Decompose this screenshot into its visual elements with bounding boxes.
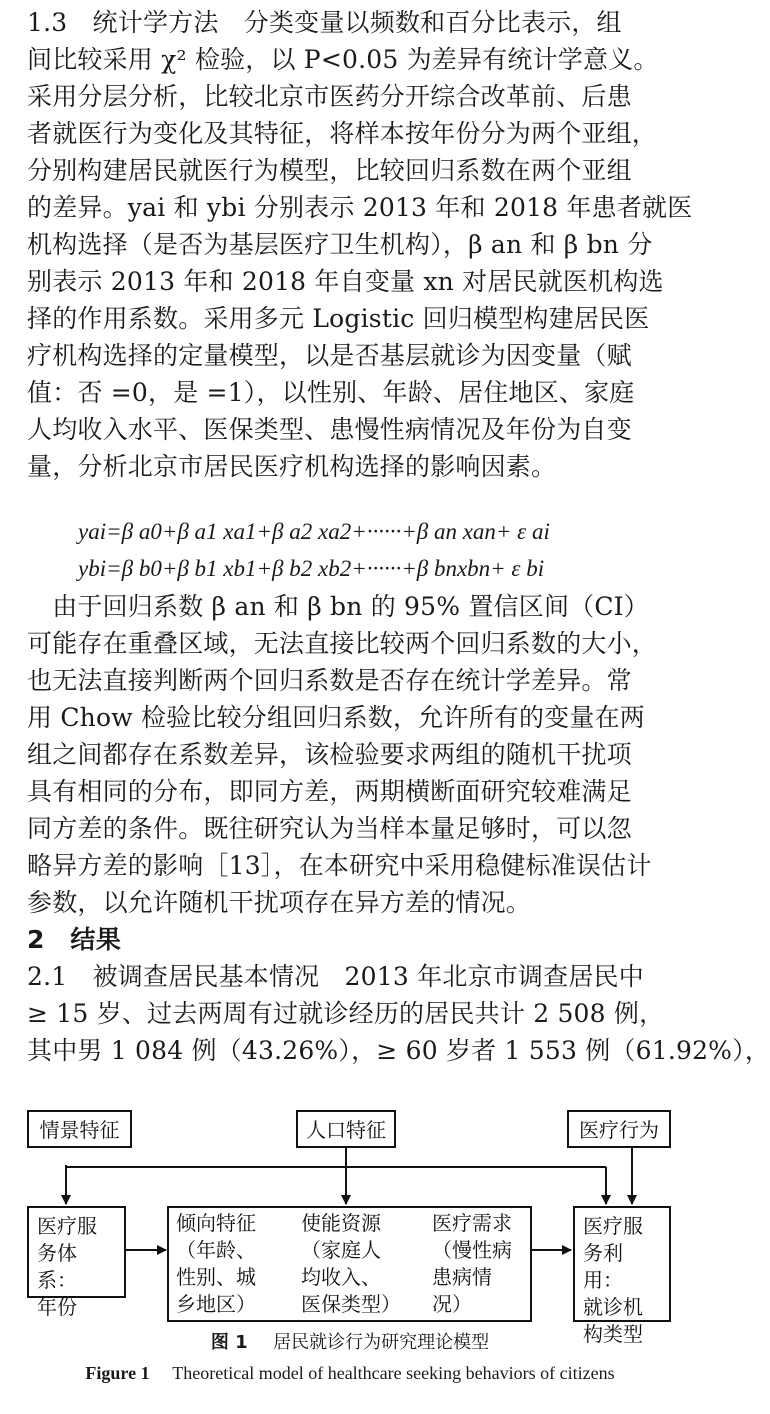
text-line: 1.3 统计学方法 分类变量以频数和百分比表示，组 xyxy=(27,8,622,37)
text-line: 其中男 1 084 例（43.26%），≥ 60 岁者 1 553 例（61.92%）， xyxy=(27,1036,770,1065)
enabling-resources: 使能资源 （家庭人 均收入、 医保类型） xyxy=(301,1211,401,1316)
text-line: 量，分析北京市居民医疗机构选择的影响因素。 xyxy=(27,452,557,481)
text-line: 值：否 =0，是 =1），以性别、年龄、居住地区、家庭 xyxy=(27,378,635,407)
box-population-features: 人口特征 xyxy=(296,1110,396,1148)
need-factors: 医疗需求 （慢性病 患病情 况） xyxy=(432,1211,512,1316)
text-line: 者就医行为变化及其特征，将样本按年份分为两个亚组， xyxy=(27,119,658,148)
text-line: 具有相同的分布，即同方差，两期横断面研究较难满足 xyxy=(27,777,632,806)
text-line: 别表示 2013 年和 2018 年自变量 xn 对居民就医机构选 xyxy=(27,267,664,296)
box-service-utilization: 医疗服 务利用： 就诊机 构类型 xyxy=(573,1206,671,1322)
figure-caption-cn xyxy=(0,1328,700,1354)
caption-text-cn: 居民就诊行为研究理论模型 xyxy=(273,1332,490,1353)
text-line: 组之间都存在系数差异，该检验要求两组的随机干扰项 xyxy=(27,740,632,769)
text-line: 同方差的条件。既往研究认为当样本量足够时，可以忽 xyxy=(27,814,632,843)
box-healthcare-behavior: 医疗行为 xyxy=(567,1110,671,1148)
equation-2018: ybi=β b0+β b1 xb1+β b2 xb2+······+β bnxbn+ ε bi xyxy=(78,556,545,581)
text-line: ≥ 15 岁、过去两周有过就诊经历的居民共计 2 508 例， xyxy=(27,999,665,1028)
text-line: 2.1 被调查居民基本情况 2013 年北京市调查居民中 xyxy=(27,962,644,991)
equation-2013: yai=β a0+β a1 xa1+β a2 xa2+······+β an xan+ ε ai xyxy=(78,519,550,544)
figure-1 xyxy=(0,1110,700,1414)
text-line: 参数，以允许随机干扰项存在异方差的情况。 xyxy=(27,888,532,917)
text-line: 分别构建居民就医行为模型，比较回归系数在两个亚组 xyxy=(27,156,632,185)
text-line: 疗机构选择的定量模型，以是否基层就诊为因变量（赋 xyxy=(27,341,632,370)
text-line: 间比较采用 χ² 检验，以 P<0.05 为差异有统计学意义。 xyxy=(27,45,659,74)
caption-label-cn: 图 1 xyxy=(210,1332,248,1353)
predisposing-characteristics: 倾向特征 （年龄、 性别、城 乡地区） xyxy=(176,1211,256,1316)
text-line: 机构选择（是否为基层医疗卫生机构），β an 和 β bn 分 xyxy=(27,230,653,259)
section-heading: 2 结果 xyxy=(27,925,122,954)
text-line: 略异方差的影响［13］，在本研究中采用稳健标准误估计 xyxy=(27,851,652,880)
text-line: 用 Chow 检验比较分组回归系数，允许所有的变量在两 xyxy=(27,703,645,732)
text-line: 可能存在重叠区域，无法直接比较两个回归系数的大小， xyxy=(27,629,658,658)
text-line: 人均收入水平、医保类型、患慢性病情况及年份为自变 xyxy=(27,415,632,444)
box-context-features: 情景特征 xyxy=(27,1110,132,1148)
caption-label-en: Figure 1 xyxy=(85,1363,150,1383)
text-line: 也无法直接判断两个回归系数是否存在统计学差异。常 xyxy=(27,666,632,695)
text-line: 采用分层分析，比较北京市医药分开综合改革前、后患 xyxy=(27,82,632,111)
figure-caption-en xyxy=(0,1363,700,1384)
text-line: 的差异。yai 和 ybi 分别表示 2013 年和 2018 年患者就医 xyxy=(27,193,693,222)
box-healthcare-system: 医疗服 务体系： 年份 xyxy=(27,1206,126,1298)
text-line: 由于回归系数 β an 和 β bn 的 95% 置信区间（CI） xyxy=(27,592,649,621)
caption-text-en: Theoretical model of healthcare seeking behaviors of citizens xyxy=(172,1363,615,1383)
text-line: 择的作用系数。采用多元 Logistic 回归模型构建居民医 xyxy=(27,304,650,333)
